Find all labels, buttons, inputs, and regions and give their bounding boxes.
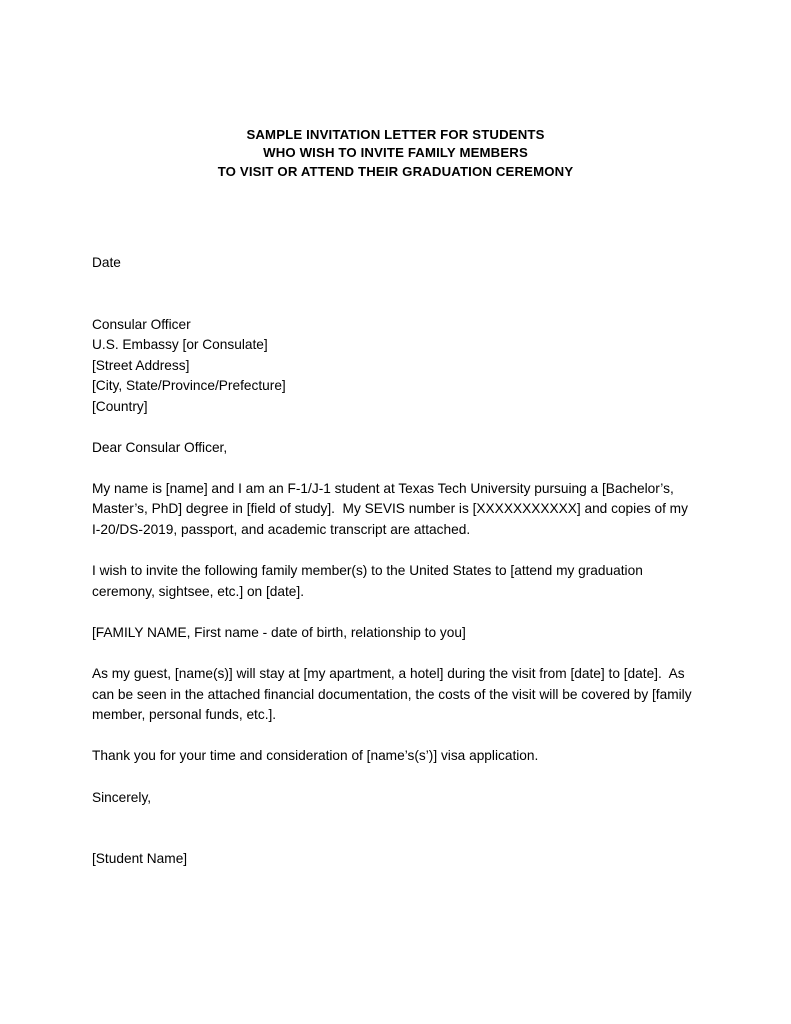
spacer-para3-para4 <box>92 644 698 665</box>
address-line-embassy: U.S. Embassy [or Consulate] <box>92 337 268 353</box>
spacer-para5-closing <box>92 767 698 788</box>
address-line-city: [City, State/Province/Prefecture] <box>92 378 286 394</box>
address-line-street: [Street Address] <box>92 357 190 373</box>
signature-name: [Student Name] <box>92 851 188 867</box>
recipient-address-block <box>92 315 698 418</box>
spacer-date-address <box>92 274 698 315</box>
closing-salutation: Sincerely, <box>92 789 152 805</box>
paragraph-thank-you: Thank you for your time and consideration of [name’s(s’)] visa application. <box>92 748 539 764</box>
paragraph-invitation: I wish to invite the following family member(s) to the United States to [attend my graduation ceremony, sightsee, etc.] on [date]. <box>92 563 647 599</box>
title-line-1: SAMPLE INVITATION LETTER FOR STUDENTS <box>246 127 545 142</box>
salutation: Dear Consular Officer, <box>92 439 228 455</box>
letter-body <box>92 253 698 870</box>
spacer-para1-para2 <box>92 541 698 562</box>
address-line-consular-officer: Consular Officer <box>92 316 191 332</box>
paragraph-accommodation-costs: As my guest, [name(s)] will stay at [my apartment, a hotel] during the visit from [date] to [date]. As can be seen in the attached financial documentation, the costs of the visit will be covered by [family member, personal funds, etc.]. <box>92 666 696 723</box>
spacer-para4-para5 <box>92 726 698 747</box>
paragraph-introduction: My name is [name] and I am an F-1/J-1 student at Texas Tech University pursuing a [Bachelor’s, Master’s, PhD] degree in [field of study]. My SEVIS number is [XXXXXXXXXXX] and copies of my I-20/DS-2019, passport, and academic transcript are attached. <box>92 480 692 537</box>
spacer-address-salutation <box>92 418 698 438</box>
title-line-3: TO VISIT OR ATTEND THEIR GRADUATION CEREMONY <box>217 163 574 179</box>
address-line-country: [Country] <box>92 398 148 414</box>
title-line-2: WHO WISH TO INVITE FAMILY MEMBERS <box>263 145 528 161</box>
spacer-salutation-para1 <box>92 458 698 479</box>
date-block <box>92 253 698 274</box>
date-line: Date <box>92 255 121 270</box>
spacer-signature <box>92 808 698 849</box>
letter-title <box>0 126 791 181</box>
spacer-para2-para3 <box>92 602 698 623</box>
paragraph-family-name-placeholder: [FAMILY NAME, First name - date of birth, relationship to you] <box>92 624 466 640</box>
